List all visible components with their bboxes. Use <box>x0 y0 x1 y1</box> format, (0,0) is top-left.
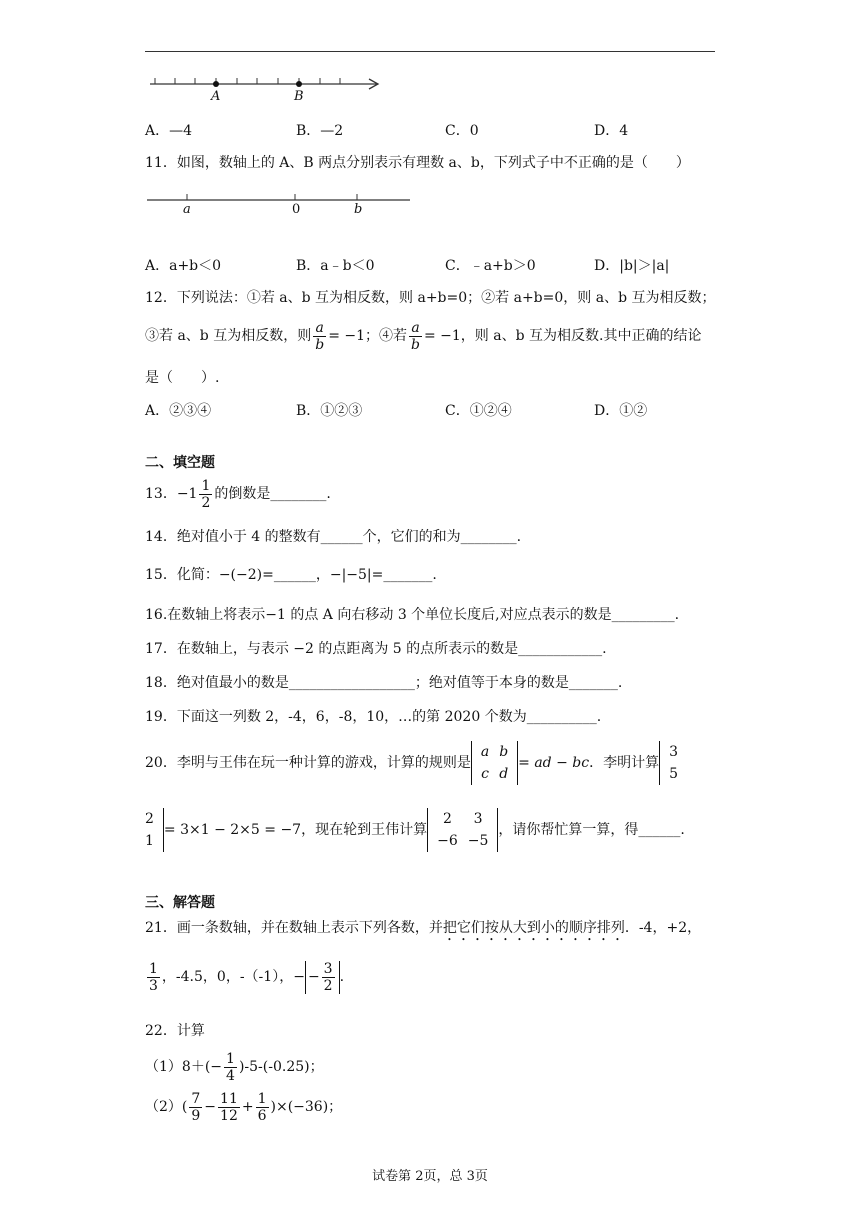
point-a-label-q11: a <box>183 202 191 217</box>
det-cell: d <box>499 766 509 782</box>
q22-part1 <box>145 1048 324 1086</box>
rule-determinant <box>471 741 518 785</box>
fraction-numerator: 1 <box>257 1090 267 1107</box>
det-cell: 3 <box>473 811 483 827</box>
fraction-numerator: 1 <box>149 960 158 977</box>
det-cell: c <box>481 766 489 782</box>
fraction-one-sixth <box>256 1091 269 1124</box>
det-cell: 5 <box>669 766 679 782</box>
fraction-denominator: 12 <box>220 1107 238 1124</box>
q10-option-b: B．—2 <box>296 123 344 139</box>
q12-option-b: B．①②③ <box>296 403 363 419</box>
fraction-a-over-b-1 <box>313 320 326 353</box>
fraction-numerator: a <box>313 320 326 337</box>
q21-text-b: ．-4，+2， <box>624 920 702 936</box>
fraction-eleven-twelfths <box>218 1091 240 1124</box>
fraction-denominator: 2 <box>201 494 211 511</box>
q14: 14．绝对值小于 4 的整数有______个，它们的和为________. <box>145 529 522 545</box>
q12-line1: 12．下列说法：①若 a、b 互为相反数，则 a+b=0；②若 a+b=0，则 a、b 互为相反数； <box>145 290 716 306</box>
fraction-denominator: b <box>411 336 420 353</box>
fraction-denominator: 6 <box>257 1107 267 1124</box>
fraction-numerator: 3 <box>323 960 333 977</box>
q13-suffix: 的倒数是________. <box>214 486 331 502</box>
fraction-denominator: 2 <box>323 977 333 994</box>
q20-text-d: ，请你帮忙算一算，得______. <box>498 822 685 838</box>
q11-option-a: A．a+b＜0 <box>145 258 222 274</box>
fraction-numerator: 1 <box>226 1050 235 1067</box>
det-cell: 2 <box>145 811 154 827</box>
q20-line2 <box>140 805 685 855</box>
q16: 16.在数轴上将表示−1 的点 A 向右移动 3 个单位长度后,对应点表示的数是_________. <box>145 607 680 623</box>
q15: 15．化简：−(−2)=______，−|−5|=_______. <box>145 567 437 583</box>
q12-line2-part-b: = −1；④若 <box>328 328 408 344</box>
fraction-one-third <box>147 961 160 994</box>
fraction-denominator: 9 <box>191 1107 201 1124</box>
rule-rhs: = ad − bc <box>518 755 590 771</box>
q21-end: . <box>339 969 345 985</box>
number-line-q10 <box>145 70 385 106</box>
q12-line3: 是（ ）. <box>145 370 220 386</box>
q20-text-b: ．李明计算 <box>589 755 660 771</box>
q22-p1-b: )-5-(-0.25)； <box>238 1059 324 1075</box>
q20-text-c: ，现在轮到王伟计算 <box>301 822 428 838</box>
page-footer: 试卷第 2页，总 3页 <box>372 1169 488 1184</box>
det1-left-half <box>140 808 164 852</box>
fraction-one-half <box>199 478 212 511</box>
q21-emphasized-text: 把它们按从大到小的顺序排列 <box>442 920 625 936</box>
q11-option-c: C．﹣a+b＞0 <box>445 258 536 274</box>
q22-p2-b: )×(−36)； <box>270 1099 343 1115</box>
q20-line1 <box>145 738 683 788</box>
fraction-numerator: a <box>409 320 422 337</box>
q11-stem: 11．如图，数轴上的 A、B 两点分别表示有理数 a、b，下列式子中不正确的是（ ） <box>145 155 690 171</box>
q10-option-a: A．—4 <box>145 123 193 139</box>
q22-title: 22．计算 <box>145 1023 205 1039</box>
det-cell: −6 <box>437 833 458 849</box>
q21-numbers: ，-4.5，0，-（-1），− <box>161 969 305 985</box>
det-cell: a <box>480 744 490 760</box>
q12-option-a: A．②③④ <box>145 403 212 419</box>
det-cell: −5 <box>467 833 489 849</box>
q12-option-d: D．①② <box>594 403 648 419</box>
det1-right-half <box>659 741 683 785</box>
det-cell: 3 <box>669 744 679 760</box>
fraction-denominator: 4 <box>226 1067 235 1084</box>
q18: 18．绝对值最小的数是__________________；绝对值等于本身的数是_______. <box>145 675 623 691</box>
q11-option-b: B．a﹣b＜0 <box>296 258 375 274</box>
fraction-seven-ninths <box>189 1091 202 1124</box>
section-answer-heading: 三、解答题 <box>145 895 215 911</box>
point-a-dot <box>213 81 219 87</box>
q21-line2 <box>145 955 344 999</box>
fraction-denominator: b <box>315 336 325 353</box>
abs-value-bars: − $\frac{3}{2}$ <box>305 961 340 994</box>
q21-line1 <box>145 917 701 944</box>
q13 <box>145 476 331 512</box>
q11-option-d: D．|b|＞|a| <box>594 258 670 274</box>
point-b-dot <box>296 81 302 87</box>
det2 <box>427 808 498 852</box>
q12-line2 <box>145 318 701 354</box>
q12-line2-part-c: = −1，则 a、b 互为相反数.其中正确的结论 <box>423 328 702 344</box>
fraction-one-quarter <box>224 1051 237 1084</box>
point-b-label: B <box>294 89 304 104</box>
fraction-denominator: 3 <box>149 977 158 994</box>
q13-prefix: 13．−1 <box>145 486 198 502</box>
q19: 19．下面这一列数 2，-4，6，-8，10，…的第 2020 个数为__________. <box>145 709 602 725</box>
origin-label-q11: 0 <box>292 202 301 217</box>
section-fill-in-heading: 二、填空题 <box>145 455 215 471</box>
q22-p2-a: （2）( <box>145 1099 188 1115</box>
q10-option-c: C．0 <box>445 123 479 139</box>
q22-part2: （2）( $\frac{7}{9}$ − $\frac{11}{12}$ + $\frac{1}{6}$ )×(−36)； <box>145 1090 343 1124</box>
q17: 17．在数轴上，与表示 −2 的点距离为 5 的点所表示的数是____________. <box>145 641 607 657</box>
det-cell: 2 <box>442 811 452 827</box>
q10-option-d: D．4 <box>594 123 629 139</box>
fraction-numerator: 7 <box>191 1090 201 1107</box>
fraction-three-halves <box>322 961 335 994</box>
header-rule <box>145 51 715 52</box>
q12-line2-part-a: ③若 a、b 互为相反数，则 <box>145 328 312 344</box>
q22-p1-a: （1）8＋(− <box>145 1059 223 1075</box>
q12-option-c: C．①②④ <box>445 403 512 419</box>
point-a-label: A <box>211 89 221 104</box>
fraction-numerator: 11 <box>220 1090 238 1107</box>
q21-text-a: 21．画一条数轴，并在数轴上表示下列各数，并 <box>145 920 443 936</box>
det-cell: b <box>499 744 509 760</box>
q20-text-a: 20．李明与王伟在玩一种计算的游戏，计算的规则是 <box>145 755 471 771</box>
fraction-numerator: 1 <box>201 477 211 494</box>
q20-calc: = 3×1 − 2×5 = −7 <box>163 822 302 838</box>
det-cell: 1 <box>145 833 154 849</box>
fraction-a-over-b-2 <box>409 320 422 353</box>
point-b-label-q11: b <box>354 202 363 217</box>
